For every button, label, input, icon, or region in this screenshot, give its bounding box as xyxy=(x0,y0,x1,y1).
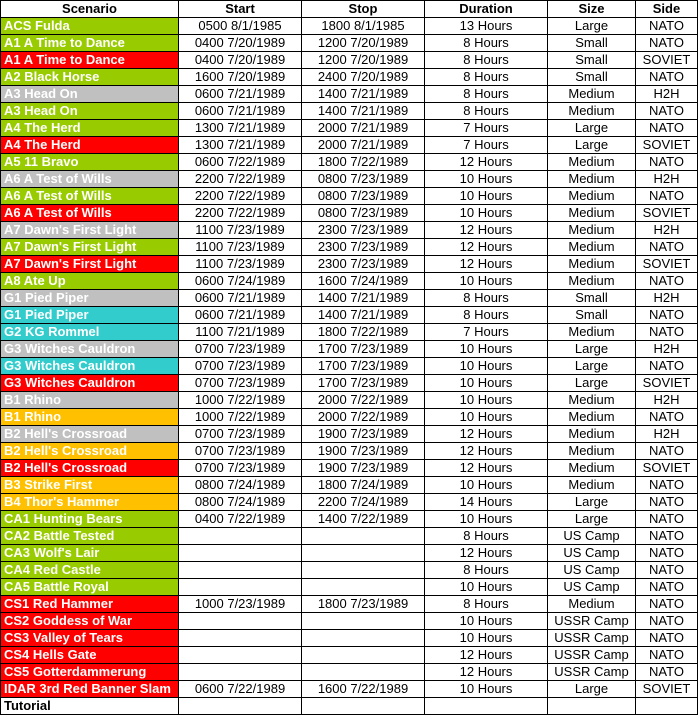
table-row xyxy=(1,273,698,290)
stop-cell xyxy=(302,664,425,681)
size-cell: Small xyxy=(548,69,636,86)
stop-cell: 1800 7/22/1989 xyxy=(302,324,425,341)
duration-cell: 12 Hours xyxy=(425,239,548,256)
side-cell: NATO xyxy=(636,579,698,596)
start-cell: 0700 7/23/1989 xyxy=(179,341,302,358)
duration-cell: 10 Hours xyxy=(425,341,548,358)
header-side: Side xyxy=(636,1,698,18)
start-cell: 0400 7/20/1989 xyxy=(179,52,302,69)
size-cell: Medium xyxy=(548,103,636,120)
table-row xyxy=(1,222,698,239)
scenario-cell: A4 The Herd xyxy=(1,137,179,154)
table-row xyxy=(1,579,698,596)
duration-cell: 12 Hours xyxy=(425,664,548,681)
size-cell: Medium xyxy=(548,409,636,426)
table-row xyxy=(1,52,698,69)
start-cell: 1000 7/22/1989 xyxy=(179,409,302,426)
side-cell: SOVIET xyxy=(636,681,698,698)
table-row xyxy=(1,307,698,324)
scenario-cell: B4 Thor's Hammer xyxy=(1,494,179,511)
side-cell: NATO xyxy=(636,69,698,86)
scenario-cell: G3 Witches Cauldron xyxy=(1,375,179,392)
table-row xyxy=(1,426,698,443)
scenario-cell: A7 Dawn's First Light xyxy=(1,222,179,239)
duration-cell: 10 Hours xyxy=(425,375,548,392)
side-cell: H2H xyxy=(636,426,698,443)
size-cell: USSR Camp xyxy=(548,664,636,681)
stop-cell xyxy=(302,613,425,630)
side-cell: NATO xyxy=(636,154,698,171)
side-cell: SOVIET xyxy=(636,52,698,69)
stop-cell: 1200 7/20/1989 xyxy=(302,35,425,52)
size-cell: US Camp xyxy=(548,528,636,545)
stop-cell xyxy=(302,698,425,715)
duration-cell: 8 Hours xyxy=(425,103,548,120)
start-cell xyxy=(179,664,302,681)
side-cell: NATO xyxy=(636,273,698,290)
side-cell: NATO xyxy=(636,528,698,545)
start-cell xyxy=(179,698,302,715)
table-body xyxy=(1,18,698,715)
side-cell xyxy=(636,698,698,715)
stop-cell: 0800 7/23/1989 xyxy=(302,171,425,188)
start-cell xyxy=(179,528,302,545)
duration-cell: 10 Hours xyxy=(425,392,548,409)
start-cell: 0400 7/22/1989 xyxy=(179,511,302,528)
table-row xyxy=(1,528,698,545)
stop-cell: 1700 7/23/1989 xyxy=(302,341,425,358)
side-cell: H2H xyxy=(636,222,698,239)
stop-cell xyxy=(302,545,425,562)
size-cell: Large xyxy=(548,341,636,358)
size-cell: Medium xyxy=(548,239,636,256)
size-cell: Medium xyxy=(548,324,636,341)
scenario-cell: ACS Fulda xyxy=(1,18,179,35)
stop-cell: 2000 7/22/1989 xyxy=(302,409,425,426)
stop-cell: 1600 7/24/1989 xyxy=(302,273,425,290)
side-cell: NATO xyxy=(636,494,698,511)
start-cell xyxy=(179,630,302,647)
side-cell: H2H xyxy=(636,86,698,103)
side-cell: NATO xyxy=(636,358,698,375)
header-row xyxy=(1,1,698,18)
duration-cell: 10 Hours xyxy=(425,477,548,494)
start-cell xyxy=(179,545,302,562)
side-cell: SOVIET xyxy=(636,256,698,273)
side-cell: NATO xyxy=(636,562,698,579)
scenario-cell: CS4 Hells Gate xyxy=(1,647,179,664)
table-row xyxy=(1,239,698,256)
duration-cell: 7 Hours xyxy=(425,137,548,154)
duration-cell: 10 Hours xyxy=(425,188,548,205)
table-row xyxy=(1,120,698,137)
duration-cell: 10 Hours xyxy=(425,358,548,375)
table-row xyxy=(1,341,698,358)
size-cell: Large xyxy=(548,137,636,154)
duration-cell: 8 Hours xyxy=(425,562,548,579)
table-row xyxy=(1,647,698,664)
side-cell: NATO xyxy=(636,188,698,205)
start-cell xyxy=(179,562,302,579)
duration-cell: 12 Hours xyxy=(425,154,548,171)
table-row xyxy=(1,443,698,460)
table-row xyxy=(1,698,698,715)
stop-cell: 2200 7/24/1989 xyxy=(302,494,425,511)
side-cell: H2H xyxy=(636,341,698,358)
start-cell: 0600 7/21/1989 xyxy=(179,103,302,120)
scenario-cell: CS1 Red Hammer xyxy=(1,596,179,613)
scenario-cell: B3 Strike First xyxy=(1,477,179,494)
size-cell: Large xyxy=(548,358,636,375)
scenario-cell: G1 Pied Piper xyxy=(1,290,179,307)
stop-cell: 1400 7/21/1989 xyxy=(302,103,425,120)
size-cell: Medium xyxy=(548,273,636,290)
scenario-cell: A5 11 Bravo xyxy=(1,154,179,171)
table-row xyxy=(1,358,698,375)
start-cell: 1000 7/22/1989 xyxy=(179,392,302,409)
start-cell: 1300 7/21/1989 xyxy=(179,137,302,154)
table-row xyxy=(1,664,698,681)
size-cell: Medium xyxy=(548,392,636,409)
start-cell: 1100 7/23/1989 xyxy=(179,222,302,239)
side-cell: NATO xyxy=(636,324,698,341)
table-row xyxy=(1,154,698,171)
table-row xyxy=(1,511,698,528)
side-cell: NATO xyxy=(636,545,698,562)
stop-cell: 1800 7/24/1989 xyxy=(302,477,425,494)
size-cell: Medium xyxy=(548,171,636,188)
scenario-cell: B2 Hell's Crossroad xyxy=(1,460,179,477)
table-row xyxy=(1,596,698,613)
scenario-cell: B1 Rhino xyxy=(1,409,179,426)
size-cell: Large xyxy=(548,120,636,137)
size-cell: Large xyxy=(548,375,636,392)
scenario-cell: G2 KG Rommel xyxy=(1,324,179,341)
table-row xyxy=(1,409,698,426)
size-cell: Large xyxy=(548,18,636,35)
stop-cell: 2000 7/22/1989 xyxy=(302,392,425,409)
duration-cell: 10 Hours xyxy=(425,511,548,528)
start-cell xyxy=(179,613,302,630)
side-cell: NATO xyxy=(636,613,698,630)
start-cell: 0700 7/23/1989 xyxy=(179,358,302,375)
side-cell: SOVIET xyxy=(636,375,698,392)
start-cell: 0700 7/23/1989 xyxy=(179,460,302,477)
start-cell: 1100 7/21/1989 xyxy=(179,324,302,341)
table-row xyxy=(1,562,698,579)
scenario-cell: CS5 Gotterdammerung xyxy=(1,664,179,681)
stop-cell xyxy=(302,630,425,647)
start-cell: 1000 7/23/1989 xyxy=(179,596,302,613)
header-size: Size xyxy=(548,1,636,18)
size-cell: USSR Camp xyxy=(548,630,636,647)
scenario-cell: G3 Witches Cauldron xyxy=(1,358,179,375)
scenario-cell: G1 Pied Piper xyxy=(1,307,179,324)
stop-cell: 2300 7/23/1989 xyxy=(302,222,425,239)
scenario-cell: A2 Black Horse xyxy=(1,69,179,86)
scenario-cell: CA2 Battle Tested xyxy=(1,528,179,545)
side-cell: SOVIET xyxy=(636,460,698,477)
scenario-cell: CA5 Battle Royal xyxy=(1,579,179,596)
size-cell: Medium xyxy=(548,188,636,205)
duration-cell: 7 Hours xyxy=(425,120,548,137)
scenario-cell: CA3 Wolf's Lair xyxy=(1,545,179,562)
scenario-cell: CA1 Hunting Bears xyxy=(1,511,179,528)
size-cell: Medium xyxy=(548,205,636,222)
table-row xyxy=(1,290,698,307)
side-cell: NATO xyxy=(636,409,698,426)
duration-cell: 12 Hours xyxy=(425,222,548,239)
size-cell: USSR Camp xyxy=(548,647,636,664)
duration-cell: 12 Hours xyxy=(425,647,548,664)
stop-cell xyxy=(302,562,425,579)
stop-cell: 1800 8/1/1985 xyxy=(302,18,425,35)
table-row xyxy=(1,630,698,647)
size-cell: US Camp xyxy=(548,545,636,562)
size-cell: Medium xyxy=(548,596,636,613)
table-row xyxy=(1,86,698,103)
side-cell: NATO xyxy=(636,630,698,647)
scenario-cell: A1 A Time to Dance xyxy=(1,52,179,69)
header-duration: Duration xyxy=(425,1,548,18)
start-cell: 0600 7/21/1989 xyxy=(179,307,302,324)
side-cell: NATO xyxy=(636,647,698,664)
stop-cell: 2400 7/20/1989 xyxy=(302,69,425,86)
stop-cell: 2300 7/23/1989 xyxy=(302,239,425,256)
size-cell xyxy=(548,698,636,715)
side-cell: SOVIET xyxy=(636,137,698,154)
side-cell: H2H xyxy=(636,171,698,188)
scenario-cell: CS3 Valley of Tears xyxy=(1,630,179,647)
size-cell: Medium xyxy=(548,460,636,477)
size-cell: US Camp xyxy=(548,579,636,596)
size-cell: Medium xyxy=(548,256,636,273)
duration-cell: 8 Hours xyxy=(425,307,548,324)
table-row xyxy=(1,18,698,35)
duration-cell: 10 Hours xyxy=(425,579,548,596)
duration-cell: 10 Hours xyxy=(425,630,548,647)
table-row xyxy=(1,171,698,188)
duration-cell: 8 Hours xyxy=(425,290,548,307)
stop-cell xyxy=(302,647,425,664)
side-cell: NATO xyxy=(636,35,698,52)
table-row xyxy=(1,460,698,477)
table-row xyxy=(1,545,698,562)
scenario-cell: CS2 Goddess of War xyxy=(1,613,179,630)
duration-cell: 10 Hours xyxy=(425,681,548,698)
duration-cell: 8 Hours xyxy=(425,86,548,103)
table-row xyxy=(1,392,698,409)
scenario-cell: B2 Hell's Crossroad xyxy=(1,443,179,460)
side-cell: NATO xyxy=(636,120,698,137)
stop-cell: 1700 7/23/1989 xyxy=(302,375,425,392)
start-cell: 0600 7/22/1989 xyxy=(179,681,302,698)
duration-cell: 8 Hours xyxy=(425,69,548,86)
stop-cell: 2000 7/21/1989 xyxy=(302,120,425,137)
size-cell: Medium xyxy=(548,86,636,103)
table-row xyxy=(1,613,698,630)
duration-cell: 10 Hours xyxy=(425,409,548,426)
scenario-cell: G3 Witches Cauldron xyxy=(1,341,179,358)
stop-cell: 2000 7/21/1989 xyxy=(302,137,425,154)
stop-cell: 0800 7/23/1989 xyxy=(302,205,425,222)
duration-cell: 13 Hours xyxy=(425,18,548,35)
duration-cell: 14 Hours xyxy=(425,494,548,511)
size-cell: Medium xyxy=(548,443,636,460)
start-cell: 2200 7/22/1989 xyxy=(179,171,302,188)
size-cell: Medium xyxy=(548,154,636,171)
start-cell: 0600 7/21/1989 xyxy=(179,290,302,307)
size-cell: US Camp xyxy=(548,562,636,579)
stop-cell: 1400 7/21/1989 xyxy=(302,307,425,324)
scenario-cell: CA4 Red Castle xyxy=(1,562,179,579)
start-cell: 0400 7/20/1989 xyxy=(179,35,302,52)
start-cell: 0600 7/24/1989 xyxy=(179,273,302,290)
stop-cell: 2300 7/23/1989 xyxy=(302,256,425,273)
scenario-cell: A6 A Test of Wills xyxy=(1,171,179,188)
size-cell: Small xyxy=(548,35,636,52)
stop-cell: 1900 7/23/1989 xyxy=(302,443,425,460)
start-cell: 1600 7/20/1989 xyxy=(179,69,302,86)
table-row xyxy=(1,494,698,511)
duration-cell: 12 Hours xyxy=(425,443,548,460)
duration-cell: 8 Hours xyxy=(425,528,548,545)
side-cell: NATO xyxy=(636,307,698,324)
start-cell: 1100 7/23/1989 xyxy=(179,239,302,256)
table-row xyxy=(1,477,698,494)
side-cell: NATO xyxy=(636,18,698,35)
duration-cell: 12 Hours xyxy=(425,426,548,443)
table-row xyxy=(1,69,698,86)
table-row xyxy=(1,103,698,120)
side-cell: NATO xyxy=(636,103,698,120)
table-row xyxy=(1,137,698,154)
size-cell: Small xyxy=(548,307,636,324)
start-cell: 0700 7/23/1989 xyxy=(179,443,302,460)
stop-cell: 1200 7/20/1989 xyxy=(302,52,425,69)
table-row xyxy=(1,375,698,392)
side-cell: H2H xyxy=(636,392,698,409)
stop-cell: 1400 7/21/1989 xyxy=(302,290,425,307)
stop-cell: 1900 7/23/1989 xyxy=(302,460,425,477)
start-cell: 0600 7/22/1989 xyxy=(179,154,302,171)
scenario-cell: IDAR 3rd Red Banner Slam xyxy=(1,681,179,698)
start-cell xyxy=(179,647,302,664)
size-cell: Large xyxy=(548,681,636,698)
start-cell: 0600 7/21/1989 xyxy=(179,86,302,103)
stop-cell xyxy=(302,528,425,545)
header-start: Start xyxy=(179,1,302,18)
size-cell: Medium xyxy=(548,477,636,494)
duration-cell: 10 Hours xyxy=(425,171,548,188)
scenario-cell: Tutorial xyxy=(1,698,179,715)
side-cell: NATO xyxy=(636,664,698,681)
start-cell: 0800 7/24/1989 xyxy=(179,494,302,511)
stop-cell: 1700 7/23/1989 xyxy=(302,358,425,375)
table-row xyxy=(1,324,698,341)
duration-cell: 10 Hours xyxy=(425,613,548,630)
duration-cell: 8 Hours xyxy=(425,35,548,52)
scenario-cell: B1 Rhino xyxy=(1,392,179,409)
stop-cell: 1900 7/23/1989 xyxy=(302,426,425,443)
scenario-cell: A3 Head On xyxy=(1,103,179,120)
duration-cell xyxy=(425,698,548,715)
start-cell: 1100 7/23/1989 xyxy=(179,256,302,273)
start-cell: 2200 7/22/1989 xyxy=(179,188,302,205)
table-row xyxy=(1,205,698,222)
side-cell: NATO xyxy=(636,239,698,256)
start-cell: 0700 7/23/1989 xyxy=(179,426,302,443)
duration-cell: 10 Hours xyxy=(425,205,548,222)
size-cell: Medium xyxy=(548,426,636,443)
size-cell: Small xyxy=(548,290,636,307)
table-row xyxy=(1,256,698,273)
start-cell: 0700 7/23/1989 xyxy=(179,375,302,392)
header-stop: Stop xyxy=(302,1,425,18)
scenario-cell: A1 A Time to Dance xyxy=(1,35,179,52)
side-cell: NATO xyxy=(636,511,698,528)
size-cell: Medium xyxy=(548,222,636,239)
size-cell: Small xyxy=(548,52,636,69)
start-cell: 0500 8/1/1985 xyxy=(179,18,302,35)
stop-cell: 1400 7/22/1989 xyxy=(302,511,425,528)
side-cell: NATO xyxy=(636,443,698,460)
stop-cell: 1800 7/22/1989 xyxy=(302,154,425,171)
start-cell: 0800 7/24/1989 xyxy=(179,477,302,494)
scenario-cell: B2 Hell's Crossroad xyxy=(1,426,179,443)
side-cell: H2H xyxy=(636,290,698,307)
start-cell: 1300 7/21/1989 xyxy=(179,120,302,137)
scenario-cell: A7 Dawn's First Light xyxy=(1,239,179,256)
stop-cell: 1400 7/21/1989 xyxy=(302,86,425,103)
stop-cell: 0800 7/23/1989 xyxy=(302,188,425,205)
scenario-cell: A8 Ate Up xyxy=(1,273,179,290)
table-row xyxy=(1,681,698,698)
table-row xyxy=(1,188,698,205)
duration-cell: 8 Hours xyxy=(425,596,548,613)
scenario-cell: A6 A Test of Wills xyxy=(1,205,179,222)
stop-cell xyxy=(302,579,425,596)
duration-cell: 12 Hours xyxy=(425,545,548,562)
side-cell: SOVIET xyxy=(636,205,698,222)
duration-cell: 12 Hours xyxy=(425,460,548,477)
side-cell: NATO xyxy=(636,477,698,494)
scenario-cell: A3 Head On xyxy=(1,86,179,103)
start-cell xyxy=(179,579,302,596)
duration-cell: 8 Hours xyxy=(425,52,548,69)
stop-cell: 1600 7/22/1989 xyxy=(302,681,425,698)
table-row xyxy=(1,35,698,52)
duration-cell: 7 Hours xyxy=(425,324,548,341)
scenario-cell: A6 A Test of Wills xyxy=(1,188,179,205)
header-scenario: Scenario xyxy=(1,1,179,18)
scenario-cell: A7 Dawn's First Light xyxy=(1,256,179,273)
duration-cell: 10 Hours xyxy=(425,273,548,290)
size-cell: Large xyxy=(548,511,636,528)
stop-cell: 1800 7/23/1989 xyxy=(302,596,425,613)
start-cell: 2200 7/22/1989 xyxy=(179,205,302,222)
scenario-cell: A4 The Herd xyxy=(1,120,179,137)
side-cell: NATO xyxy=(636,596,698,613)
duration-cell: 12 Hours xyxy=(425,256,548,273)
size-cell: USSR Camp xyxy=(548,613,636,630)
size-cell: Large xyxy=(548,494,636,511)
